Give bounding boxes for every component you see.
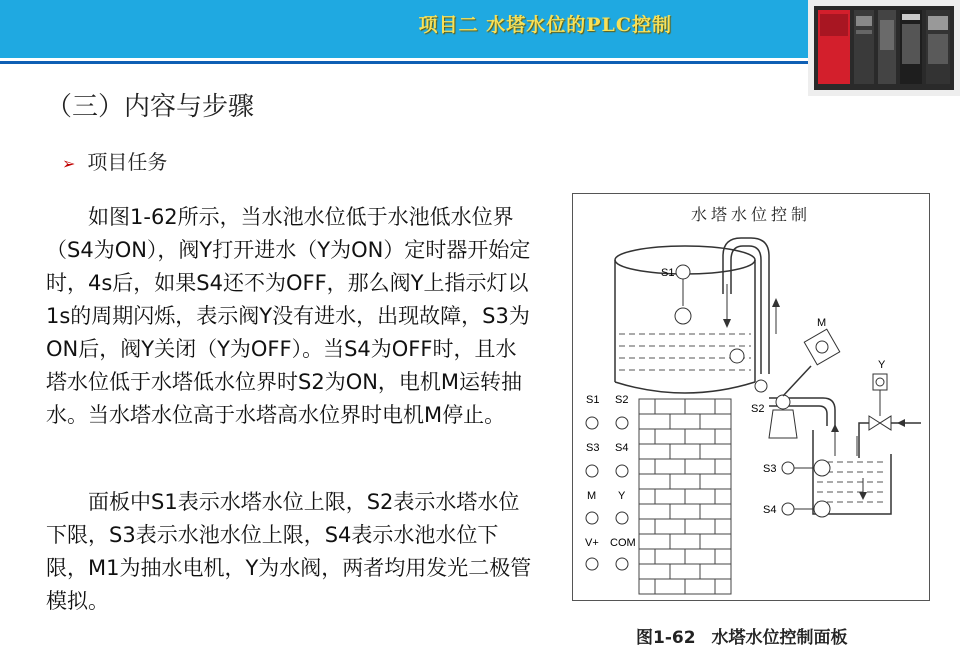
pump-icon xyxy=(776,395,790,409)
figure-caption-text: 水塔水位控制面板 xyxy=(711,628,848,648)
header-title: 项目二 水塔水位的PLC控制 xyxy=(418,14,672,36)
valve-icon xyxy=(869,416,891,430)
subsection-title: 项目任务 xyxy=(87,150,168,174)
section-title: （三）内容与步骤 xyxy=(46,92,255,122)
s4-sensor-icon xyxy=(782,503,794,515)
panel-label-s4: S4 xyxy=(615,442,629,454)
task-paragraph-1: 如图1-62所示，当水池水位低于水池低水位界（S4为ON），阀Y打开进水（Y为ON）定时器开始定时，4s后，如果S4还不为OFF，那么阀Y上指示灯以1s的周期闪烁，表示阀Y没有进水，出现故障，S3为ON后，阀Y关闭（Y为OFF）。当S4为OFF时，且水塔水位低于水塔低水位界时S2为ON，电机M运转抽水。当水塔水位高于水塔高水位界时电机M停止。 xyxy=(46,205,531,427)
s1-float-icon xyxy=(675,308,691,324)
s1-sensor-icon xyxy=(676,265,690,279)
valve-label: Y xyxy=(878,359,886,371)
brick-support xyxy=(639,399,731,594)
header-bar xyxy=(0,0,808,58)
motor-label: M xyxy=(817,317,827,329)
water-tower-panel-figure xyxy=(572,193,930,601)
panel-label-com: COM xyxy=(610,537,636,549)
s3-sensor-label: S3 xyxy=(763,463,777,475)
s4-sensor-label: S4 xyxy=(763,504,777,516)
motor-icon xyxy=(804,329,840,365)
panel-label-m: M xyxy=(587,490,597,502)
s4-float-icon xyxy=(814,501,830,517)
figure-caption xyxy=(636,623,864,648)
s3-float-icon xyxy=(814,460,830,476)
panel-label-vplus: V+ xyxy=(585,537,599,549)
valve-indicator-icon xyxy=(873,374,887,390)
figure-caption-number: 图1-62 xyxy=(636,628,696,648)
s2-sensor-icon xyxy=(755,380,767,392)
tower-level-indicator xyxy=(730,349,744,363)
plc-device-icon xyxy=(808,0,960,96)
s2-sensor-label: S2 xyxy=(751,403,765,415)
header-divider xyxy=(0,61,808,64)
subsection-heading xyxy=(62,146,167,175)
panel-label-s3: S3 xyxy=(586,442,600,454)
s3-sensor-icon xyxy=(782,462,794,474)
panel-label-y: Y xyxy=(618,490,626,502)
panel-label-s2: S2 xyxy=(615,394,629,406)
panel-label-s1: S1 xyxy=(586,394,600,406)
arrow-bullet-icon: ➢ xyxy=(62,154,76,173)
task-paragraph-2: 面板中S1表示水塔水位上限，S2表示水塔水位下限，S3表示水池水位上限，S4表示水池水位下限，M1为抽水电机，Y为水阀，两者均用发光二极管模拟。 xyxy=(46,490,532,613)
terminal-panel xyxy=(585,394,636,570)
s1-sensor-label: S1 xyxy=(661,267,675,279)
figure-title: 水塔水位控制 xyxy=(690,205,811,224)
